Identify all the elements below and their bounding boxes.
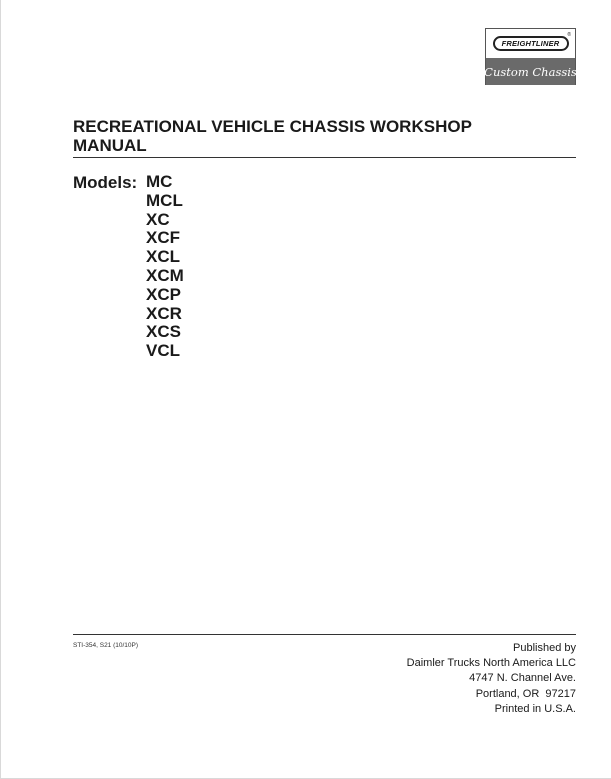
model-item: MC [146,172,173,191]
publisher-line: Daimler Trucks North America LLC [406,657,576,670]
document-number: STI-354, S21 (10/10P) [73,642,139,649]
model-item: XCL [146,247,180,267]
publisher-line: Portland, OR 97217 [475,687,576,700]
page-edge [0,0,1,779]
logo-brand-pill [493,36,569,51]
logo-brand-text: FREIGHTLINER [501,38,560,48]
model-item: VCL [146,341,180,361]
model-item: MCL [146,190,183,210]
models-list [146,173,184,361]
registered-mark: ® [567,32,571,38]
model-item: XCR [146,303,182,323]
model-item: XCP [146,284,181,304]
freightliner-custom-chassis-logo [485,28,576,85]
publisher-block [407,641,576,717]
footer-divider [73,634,576,635]
model-item: XC [146,209,170,229]
publisher-line: 4747 N. Channel Ave. [469,672,576,685]
model-item: XCM [146,265,184,285]
logo-brand-band [486,29,575,57]
model-item: XCS [146,322,181,342]
logo-division-text: Custom Chassis [484,64,577,79]
logo-division-band [486,58,575,85]
model-item: XCF [146,228,180,248]
title-divider [73,157,576,158]
models-label: Models: [73,173,138,192]
publisher-line: Printed in U.S.A. [494,702,576,715]
publisher-line: Published by [513,642,576,654]
document-title: RECREATIONAL VEHICLE CHASSIS WORKSHOP MANUAL [73,117,472,155]
